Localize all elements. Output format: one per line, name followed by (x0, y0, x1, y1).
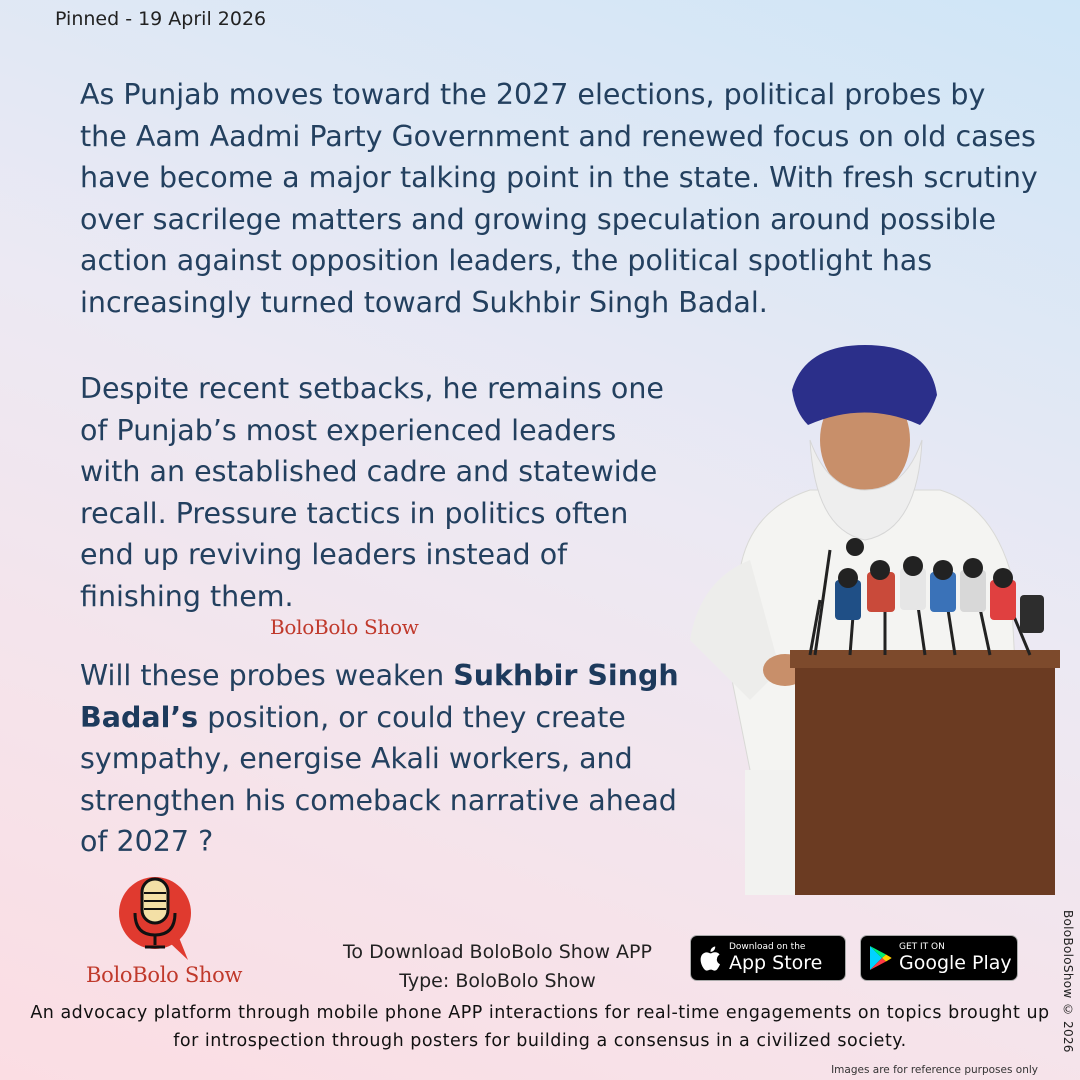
google-play-label (899, 942, 1012, 974)
brand-watermark: BoloBolo Show (270, 615, 419, 639)
copyright-notice: BoloBoloShow © 2026 (1061, 910, 1075, 1053)
speaker-photo (690, 340, 1060, 895)
question-text-start: Will these probes weaken (80, 659, 454, 692)
download-line-1: To Download BoloBolo Show APP (343, 941, 652, 963)
google-play-big-text: Google Play (899, 952, 1012, 974)
image-disclaimer: Images are for reference purposes only (831, 1064, 1038, 1076)
app-store-big-text: App Store (729, 952, 823, 974)
download-line-2: Type: BoloBolo Show (399, 970, 596, 992)
google-play-button[interactable] (860, 935, 1018, 981)
pinned-date: Pinned - 19 April 2026 (55, 8, 267, 30)
tagline: An advocacy platform through mobile phone APP interactions for real-time engagements on topics brought up for introspection through posters for building a consensus in a civilized society. (30, 1003, 1050, 1051)
logo-text: BoloBolo Show (86, 963, 243, 987)
download-instructions (320, 938, 675, 996)
apple-icon (691, 944, 729, 972)
analysis-paragraph: Despite recent setbacks, he remains one of Punjab’s most experienced leaders with an established cadre and statewide recall. Pressure tactics in politics often end up reviving leaders instead of finishing them. (80, 372, 664, 613)
app-store-button[interactable] (690, 935, 846, 981)
bolobolo-logo-icon (100, 865, 210, 965)
intro-paragraph: As Punjab moves toward the 2027 elections, political probes by the Aam Aadmi Party Government and renewed focus on old cases have become a major talking point in the state. With fresh scrutiny over sacrilege matters and growing speculation around possible action against opposition leaders, the political spotlight has increasingly turned toward Sukhbir Singh Badal. (80, 78, 1038, 319)
app-store-small-text: Download on the (729, 942, 806, 952)
google-play-icon (861, 945, 899, 971)
google-play-small-text: GET IT ON (899, 942, 945, 952)
question-name-bold: Sukhbir Singh Badal’s (80, 659, 679, 734)
question-text-end: position, or could they create sympathy, energise Akali workers, and strengthen his comeback narrative ahead of 2027 ? (80, 700, 677, 858)
app-store-label (729, 942, 822, 974)
question-paragraph (80, 655, 700, 863)
